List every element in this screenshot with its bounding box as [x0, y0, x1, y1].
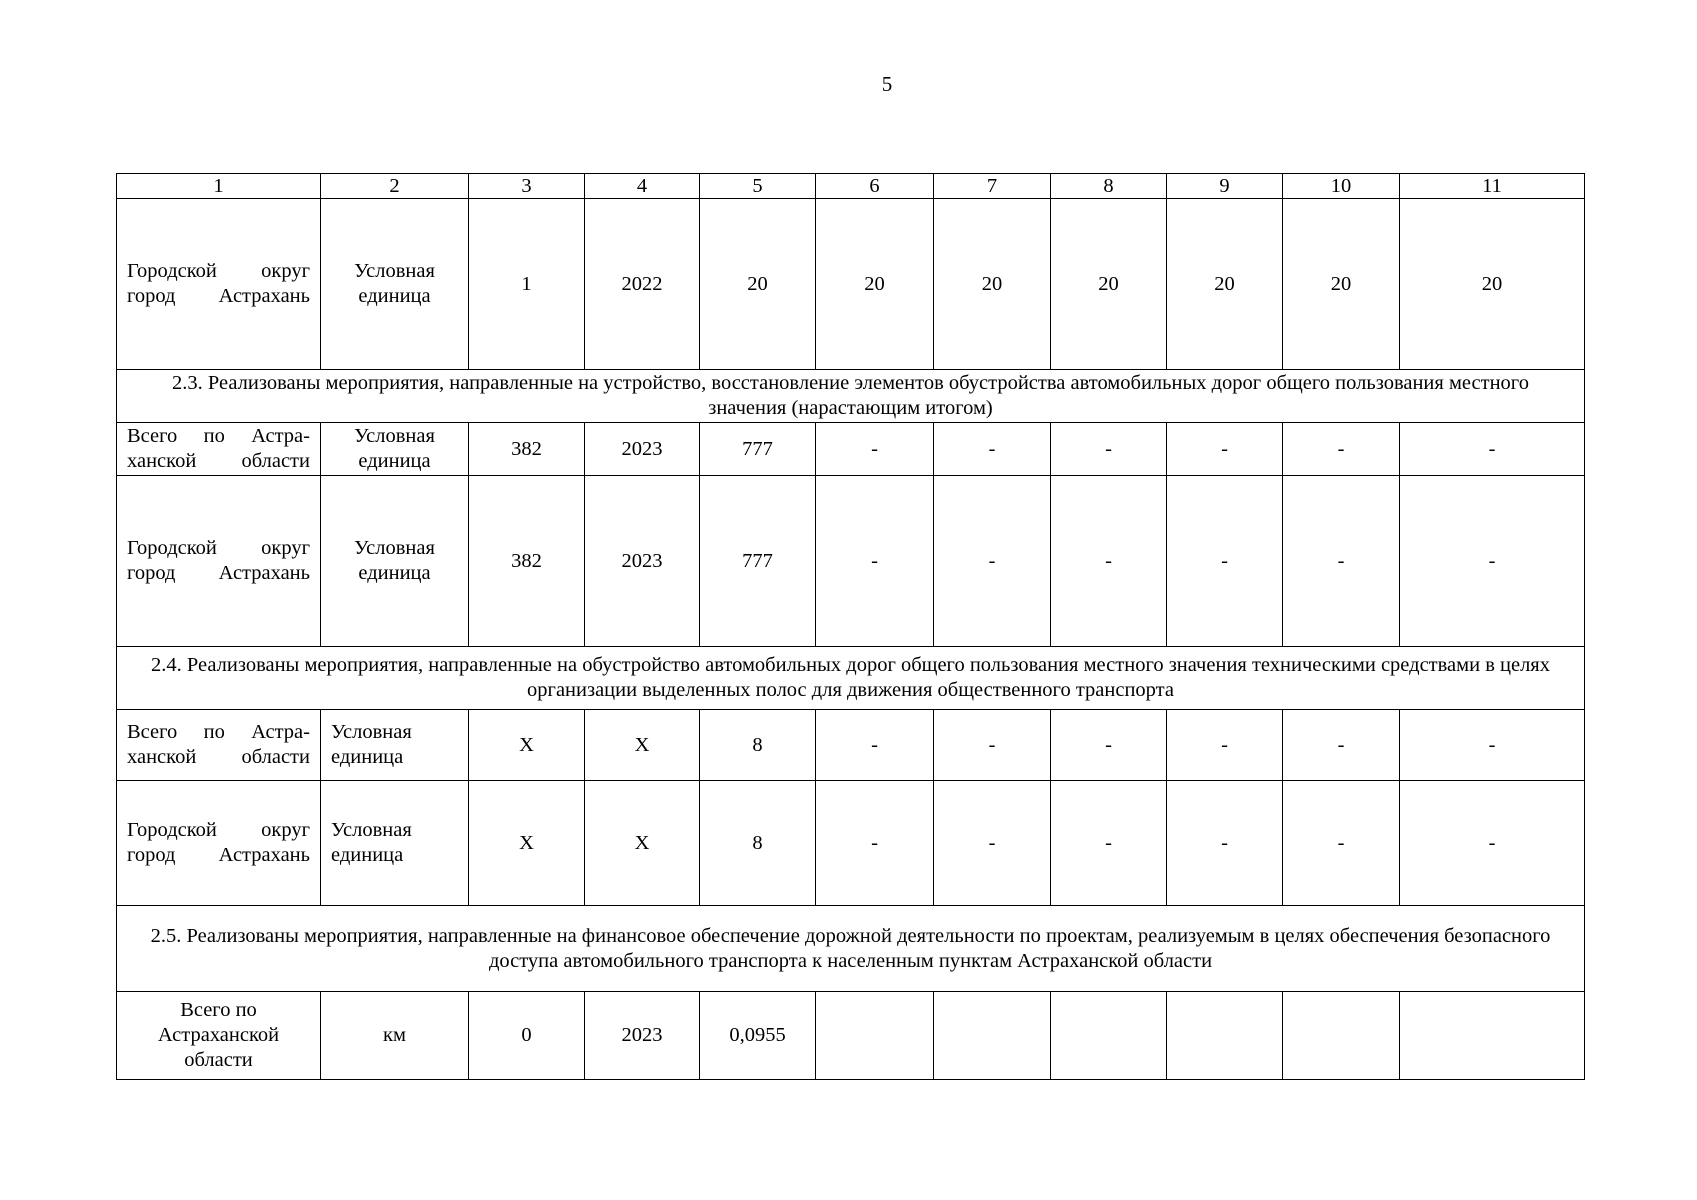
table-row	[117, 199, 1585, 370]
value-cell: -	[1400, 781, 1585, 906]
territory-cell: Всего по Астраханской области	[117, 992, 321, 1080]
base-year-cell: X	[585, 781, 700, 906]
value-cell: -	[1051, 423, 1167, 476]
table-row	[117, 710, 1585, 781]
value-cell: -	[934, 781, 1051, 906]
value-cell	[1051, 992, 1167, 1080]
base-year-cell: 2023	[585, 992, 700, 1080]
value-cell: 20	[816, 199, 934, 370]
column-number: 1	[117, 174, 321, 199]
base-value-cell: 382	[469, 476, 585, 647]
section-row	[117, 370, 1585, 423]
unit-cell: Условная единица	[321, 199, 469, 370]
value-cell: 20	[934, 199, 1051, 370]
base-value-cell: 1	[469, 199, 585, 370]
value-cell: 777	[700, 423, 816, 476]
base-year-cell: X	[585, 710, 700, 781]
base-year-cell: 2022	[585, 199, 700, 370]
base-value-cell: 382	[469, 423, 585, 476]
base-value-cell: X	[469, 781, 585, 906]
value-cell: -	[934, 476, 1051, 647]
base-value-cell: X	[469, 710, 585, 781]
value-cell: 8	[700, 781, 816, 906]
value-cell: -	[1283, 476, 1400, 647]
value-cell: 20	[1167, 199, 1283, 370]
territory-cell: Городской округ город Астрахань	[117, 781, 321, 906]
value-cell: -	[1051, 781, 1167, 906]
value-cell: 8	[700, 710, 816, 781]
unit-cell: Условная единица	[321, 781, 469, 906]
value-cell: -	[934, 710, 1051, 781]
table-header-row	[117, 174, 1585, 199]
base-value-cell: 0	[469, 992, 585, 1080]
territory-cell: Городской округ город Астрахань	[117, 199, 321, 370]
column-number: 8	[1051, 174, 1167, 199]
section-row	[117, 647, 1585, 710]
value-cell: -	[934, 423, 1051, 476]
column-number: 9	[1167, 174, 1283, 199]
value-cell	[1167, 992, 1283, 1080]
section-title-2-3: 2.3. Реализованы мероприятия, направленные на устройство, восстановление элементов обустройства автомобильных дорог общего пользования местного значения (нарастающим итогом)	[117, 370, 1585, 423]
value-cell	[934, 992, 1051, 1080]
value-cell: -	[1167, 781, 1283, 906]
unit-cell: Условная единица	[321, 476, 469, 647]
value-cell: -	[816, 781, 934, 906]
base-year-cell: 2023	[585, 476, 700, 647]
value-cell: -	[1051, 710, 1167, 781]
base-year-cell: 2023	[585, 423, 700, 476]
value-cell: -	[816, 423, 934, 476]
table-row	[117, 781, 1585, 906]
value-cell: -	[1400, 476, 1585, 647]
unit-cell: Условная единица	[321, 423, 469, 476]
column-number: 10	[1283, 174, 1400, 199]
value-cell: -	[1283, 423, 1400, 476]
value-cell	[816, 992, 934, 1080]
value-cell	[1283, 992, 1400, 1080]
column-number: 7	[934, 174, 1051, 199]
value-cell: -	[1167, 710, 1283, 781]
unit-cell: Условная единица	[321, 710, 469, 781]
indicators-table	[116, 173, 1585, 1080]
value-cell: -	[1400, 710, 1585, 781]
page-number: 5	[881, 72, 893, 96]
value-cell: 20	[1051, 199, 1167, 370]
value-cell: -	[1283, 781, 1400, 906]
column-number: 11	[1400, 174, 1585, 199]
territory-cell: Всего по Астра-ханской области	[117, 710, 321, 781]
table-row	[117, 476, 1585, 647]
value-cell: -	[816, 710, 934, 781]
value-cell: -	[1283, 710, 1400, 781]
territory-cell: Городской округ город Астрахань	[117, 476, 321, 647]
section-title-2-5: 2.5. Реализованы мероприятия, направленные на финансовое обеспечение дорожной деятельности по проектам, реализуемым в целях обеспечения безопасного доступа автомобильного транспорта к населенным пунктам Астраханской области	[117, 906, 1585, 992]
column-number: 6	[816, 174, 934, 199]
value-cell: -	[1400, 423, 1585, 476]
territory-cell: Всего по Астра-ханской области	[117, 423, 321, 476]
value-cell	[1400, 992, 1585, 1080]
value-cell: -	[816, 476, 934, 647]
value-cell: -	[1167, 423, 1283, 476]
column-number: 2	[321, 174, 469, 199]
section-row	[117, 906, 1585, 992]
column-number: 4	[585, 174, 700, 199]
column-number: 3	[469, 174, 585, 199]
unit-cell: км	[321, 992, 469, 1080]
value-cell: 0,0955	[700, 992, 816, 1080]
value-cell: 777	[700, 476, 816, 647]
value-cell: 20	[1283, 199, 1400, 370]
value-cell: -	[1051, 476, 1167, 647]
table-row	[117, 992, 1585, 1080]
table-row	[117, 423, 1585, 476]
value-cell: -	[1167, 476, 1283, 647]
column-number: 5	[700, 174, 816, 199]
value-cell: 20	[700, 199, 816, 370]
section-title-2-4: 2.4. Реализованы мероприятия, направленные на обустройство автомобильных дорог общего пользования местного значения техническими средствами в целях организации выделенных полос для движения общественного транспорта	[117, 647, 1585, 710]
value-cell: 20	[1400, 199, 1585, 370]
